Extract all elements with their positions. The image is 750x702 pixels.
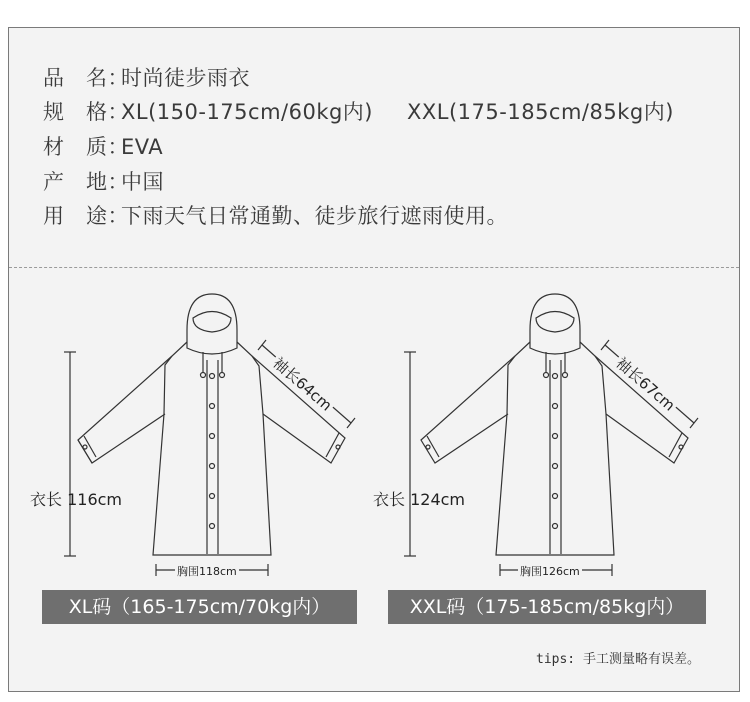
sleeve-label-xl: 袖长64cm xyxy=(267,351,338,417)
spec-origin-key: 产 地： xyxy=(43,170,129,194)
spec-size-xl: XL(150-175cm/60kg内) xyxy=(121,100,374,124)
spec-material-value: EVA xyxy=(121,135,164,159)
spec-size-xxl: XXL(175-185cm/85kg内) xyxy=(407,100,674,124)
sleeve-label-xxl: 袖长67cm xyxy=(610,351,681,417)
spec-material-key: 材 质： xyxy=(43,135,129,159)
length-label-xl: 衣长 116cm xyxy=(30,490,123,509)
spec-origin-value: 中国 xyxy=(121,170,164,194)
spec-name-value: 时尚徒步雨衣 xyxy=(121,66,250,90)
spec-name-key: 品 名： xyxy=(43,66,129,90)
spec-usage-key: 用 途： xyxy=(43,204,129,228)
spec-usage-value: 下雨天气日常通勤、徒步旅行遮雨使用。 xyxy=(121,204,508,228)
chest-label-xl: 胸围118cm xyxy=(177,565,237,578)
length-label-xxl: 衣长 124cm xyxy=(373,490,466,509)
size-badge-xl: XL码（165-175cm/70kg内） xyxy=(42,590,357,624)
chest-label-xxl: 胸围126cm xyxy=(520,565,580,578)
tips-note: tips: 手工测量略有误差。 xyxy=(536,652,700,667)
size-badge-xxl: XXL码（175-185cm/85kg内） xyxy=(388,590,706,624)
spec-size-key: 规 格： xyxy=(43,100,129,124)
